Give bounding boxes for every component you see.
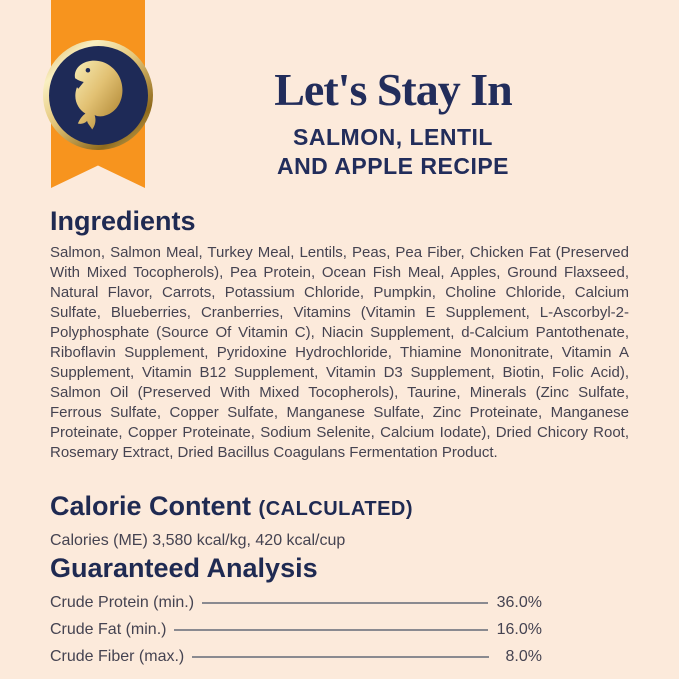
leader-line: [202, 602, 488, 604]
ingredients-text: Salmon, Salmon Meal, Turkey Meal, Lentils, Peas, Pea Fiber, Chicken Fat (Preserved With Mixed Tocopherols), Pea Protein, Ocean Fish Meal, Apples, Ground Flaxseed, Natural Flavor, Carrots, Potassium Chloride, Pumpkin, Choline Chloride, Calcium Sulfate, Blueberries, Cranberries, Vitamins (Vitamin E Supplement, L-Ascorbyl-2-Polyphosphate (Source Of Vitamin C), Niacin Supplement, d-Calcium Pantothenate, Riboflavin Supplement, Pyridoxine Hydrochloride, Thiamine Mononitrate, Vitamin A Supplement, Vitamin B12 Supplement, Vitamin D3 Supplement, Biotin, Folic Acid), Salmon Oil (Preserved With Mixed Tocopherols), Taurine, Minerals (Zinc Sulfate, Ferrous Sulfate, Copper Sulfate, Manganese Sulfate, Zinc Proteinate, Manganese Proteinate, Copper Proteinate, Sodium Selenite, Calcium Iodate), Dried Chicory Root, Rosemary Extract, Dried Bacillus Coagulans Fermentation Product.: [50, 244, 629, 461]
analysis-row-value: 36.0%: [496, 593, 542, 611]
analysis-row-value: 16.0%: [496, 620, 542, 638]
calorie-content-heading-text: Calorie Content: [50, 491, 252, 521]
guaranteed-analysis-section: [50, 553, 542, 670]
product-title: Let's Stay In: [274, 64, 512, 115]
ingredients-heading: Ingredients: [50, 206, 196, 236]
product-subtitle: [156, 123, 630, 181]
calorie-content-heading: [50, 491, 629, 525]
analysis-row-label: Crude Fiber (max.): [50, 647, 185, 665]
analysis-row-label: Crude Fat (min.): [50, 620, 167, 638]
table-row: [50, 643, 542, 670]
product-subtitle-line1: SALMON, LENTIL: [293, 124, 493, 150]
guaranteed-analysis-table: [50, 589, 542, 670]
salmon-fish-icon: [56, 53, 140, 137]
ingredients-section: [50, 206, 629, 463]
table-row: [50, 589, 542, 616]
guaranteed-analysis-heading: Guaranteed Analysis: [50, 553, 318, 583]
header: [156, 64, 630, 181]
brand-medallion: [43, 40, 153, 150]
leader-line: [192, 656, 489, 658]
calorie-content-detail: Calories (ME) 3,580 kcal/kg, 420 kcal/cup: [50, 532, 346, 549]
table-row: [50, 616, 542, 643]
brand-medallion-circle: [49, 46, 148, 145]
leader-line: [174, 629, 487, 631]
calorie-content-section: [50, 491, 629, 551]
analysis-row-value: 8.0%: [505, 647, 542, 665]
calorie-content-heading-suffix: (CALCULATED): [258, 498, 414, 520]
product-subtitle-line2: AND APPLE RECIPE: [276, 153, 510, 179]
analysis-row-label: Crude Protein (min.): [50, 593, 195, 611]
